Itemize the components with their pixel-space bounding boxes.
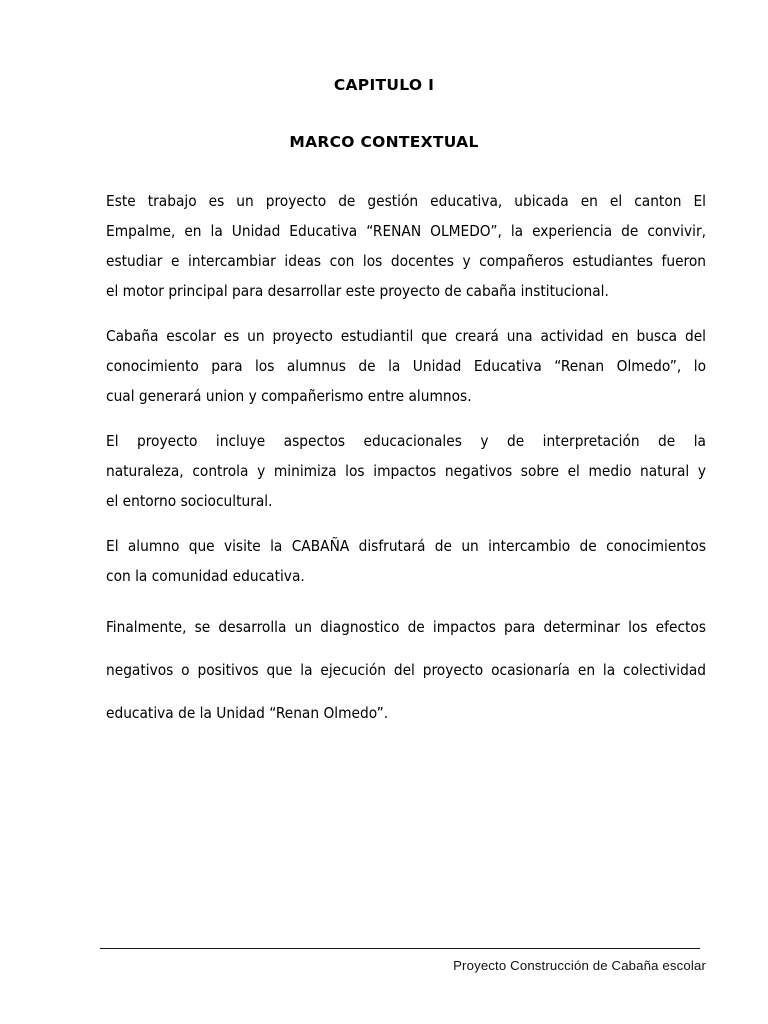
- footer-divider: [100, 948, 700, 949]
- paragraph-2-line-3: cual generará union y compañerismo entre alumnos.: [106, 387, 472, 405]
- paragraph-3-line-2: naturaleza, controla y minimiza los impactos negativos sobre el medio natural y: [106, 462, 706, 480]
- paragraph-2: [106, 321, 706, 411]
- paragraph-1-line-2: Empalme, en la Unidad Educativa “RENAN OLMEDO”, la experiencia de convivir,: [106, 222, 706, 240]
- paragraph-4-line-2: con la comunidad educativa.: [106, 567, 305, 585]
- body-text-block: [106, 186, 706, 735]
- paragraph-5: [106, 606, 706, 735]
- paragraph-5-line-2: negativos o positivos que la ejecución del proyecto ocasionaría en la colectividad: [106, 661, 706, 679]
- paragraph-1-line-1: Este trabajo es un proyecto de gestión educativa, ubicada en el canton El: [106, 192, 706, 210]
- paragraph-3-line-1: El proyecto incluye aspectos educacionales y de interpretación de la: [106, 432, 706, 450]
- section-heading: MARCO CONTEXTUAL: [289, 133, 479, 151]
- paragraph-1-line-3: estudiar e intercambiar ideas con los docentes y compañeros estudiantes fueron: [106, 252, 706, 270]
- paragraph-3: [106, 426, 706, 516]
- paragraph-5-line-3: educativa de la Unidad “Renan Olmedo”.: [106, 704, 389, 722]
- paragraph-4: [106, 531, 706, 591]
- footer-label: Proyecto Construcción de Cabaña escolar: [453, 958, 706, 973]
- paragraph-1-line-4: el motor principal para desarrollar este proyecto de cabaña institucional.: [106, 282, 609, 300]
- paragraph-4-line-1: El alumno que visite la CABAÑA disfrutará de un intercambio de conocimientos: [106, 537, 706, 555]
- chapter-heading: CAPITULO I: [333, 76, 435, 94]
- paragraph-2-line-2: conocimiento para los alumnus de la Unidad Educativa “Renan Olmedo”, lo: [106, 357, 706, 375]
- paragraph-3-line-3: el entorno sociocultural.: [106, 492, 273, 510]
- paragraph-2-line-1: Cabaña escolar es un proyecto estudiantil que creará una actividad en busca del: [106, 327, 706, 345]
- paragraph-1: [106, 186, 706, 306]
- paragraph-5-line-1: Finalmente, se desarrolla un diagnostico de impactos para determinar los efectos: [106, 618, 706, 636]
